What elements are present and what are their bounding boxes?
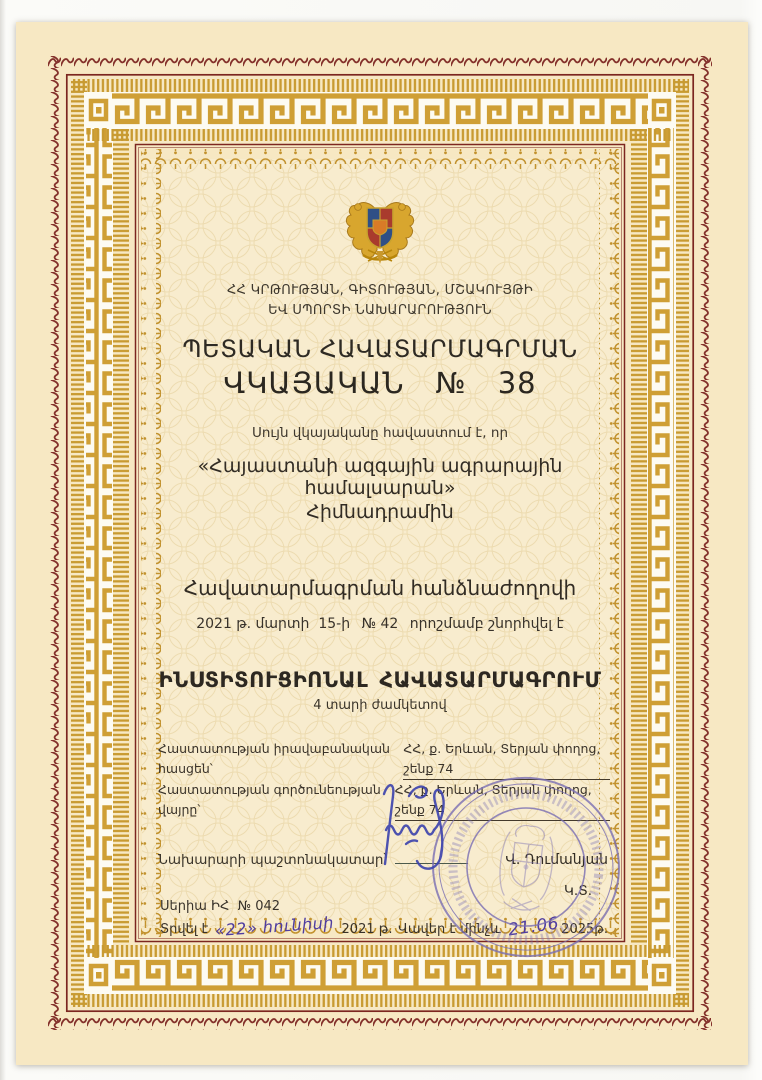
certify-statement: Սույն վկայականը հավաստում է, որ xyxy=(251,425,509,442)
organization-name-line2: Հիմնադրամին xyxy=(306,501,454,524)
valid-handwritten-date: 21.06 xyxy=(506,913,561,941)
signatory-name: Վ. Դումանյան xyxy=(505,852,608,869)
issued-line xyxy=(160,912,393,941)
activity-address-value: ՀՀ, ք. Երևան, Տերյան փողոց, շենք 74 xyxy=(395,780,610,821)
ministry-name-line2: ԵՎ ՍՊՈՐՏԻ ՆԱԽԱՐԱՐՈՒԹՅՈՒՆ xyxy=(268,303,492,319)
organization-name-line1: «Հայաստանի ազգային ագրարային համալսարան» xyxy=(197,455,569,500)
ministry-name-line1: ՀՀ ԿՐԹՈՒԹՅԱՆ, ԳԻՏՈՒԹՅԱՆ, ՄՇԱԿՈՒՅԹԻ xyxy=(227,283,533,298)
signature-ink xyxy=(362,774,496,886)
issued-prefix: Տրվել է xyxy=(160,922,209,937)
valid-prefix: Վավեր է մինչև xyxy=(398,922,501,937)
issued-handwritten-date: «22» հունիսի xyxy=(214,912,335,941)
accreditation-term: 4 տարի ժամկետով xyxy=(313,698,447,714)
commission-line: Հավատարմագրման հանձնաժողովի xyxy=(183,576,577,601)
signature-label: Նախարարի պաշտոնակատար՝ xyxy=(158,852,387,869)
certificate-paper xyxy=(16,22,748,1065)
issued-suffix: 2021 թ. xyxy=(341,922,393,937)
armenia-coat-of-arms-icon xyxy=(343,198,417,270)
activity-address-label: Հաստատության գործունեության վայրը՝ xyxy=(158,782,385,818)
certificate-title-line1: ՊԵՏԱԿԱՆ ՀԱՎԱՏԱՐՄԱԳՐՄԱՆ xyxy=(182,335,578,364)
valid-suffix: 2025թ. xyxy=(561,922,608,937)
decision-line: 2021 թ. մարտի 15-ի № 42 որոշմամբ շնորհվել է xyxy=(196,616,564,633)
seal-place-label: Կ.Տ. xyxy=(564,883,592,900)
legal-address-value: ՀՀ, ք. Երևան, Տերյան փողոց, շենք 74 xyxy=(403,739,610,780)
legal-address-label: Հաստատության իրավաբանական հասցեն՝ xyxy=(158,741,394,777)
certificate-title-line2: ՎԿԱՅԱԿԱՆ № 38 xyxy=(223,366,537,401)
accreditation-type: ԻՆՍՏԻՏՈՒՑԻՈՆԱԼ ՀԱՎԱՏԱՐՄԱԳՐՈՒՄ xyxy=(158,668,602,693)
series-line: Սերիա ԻՀ № 042 xyxy=(160,899,281,914)
